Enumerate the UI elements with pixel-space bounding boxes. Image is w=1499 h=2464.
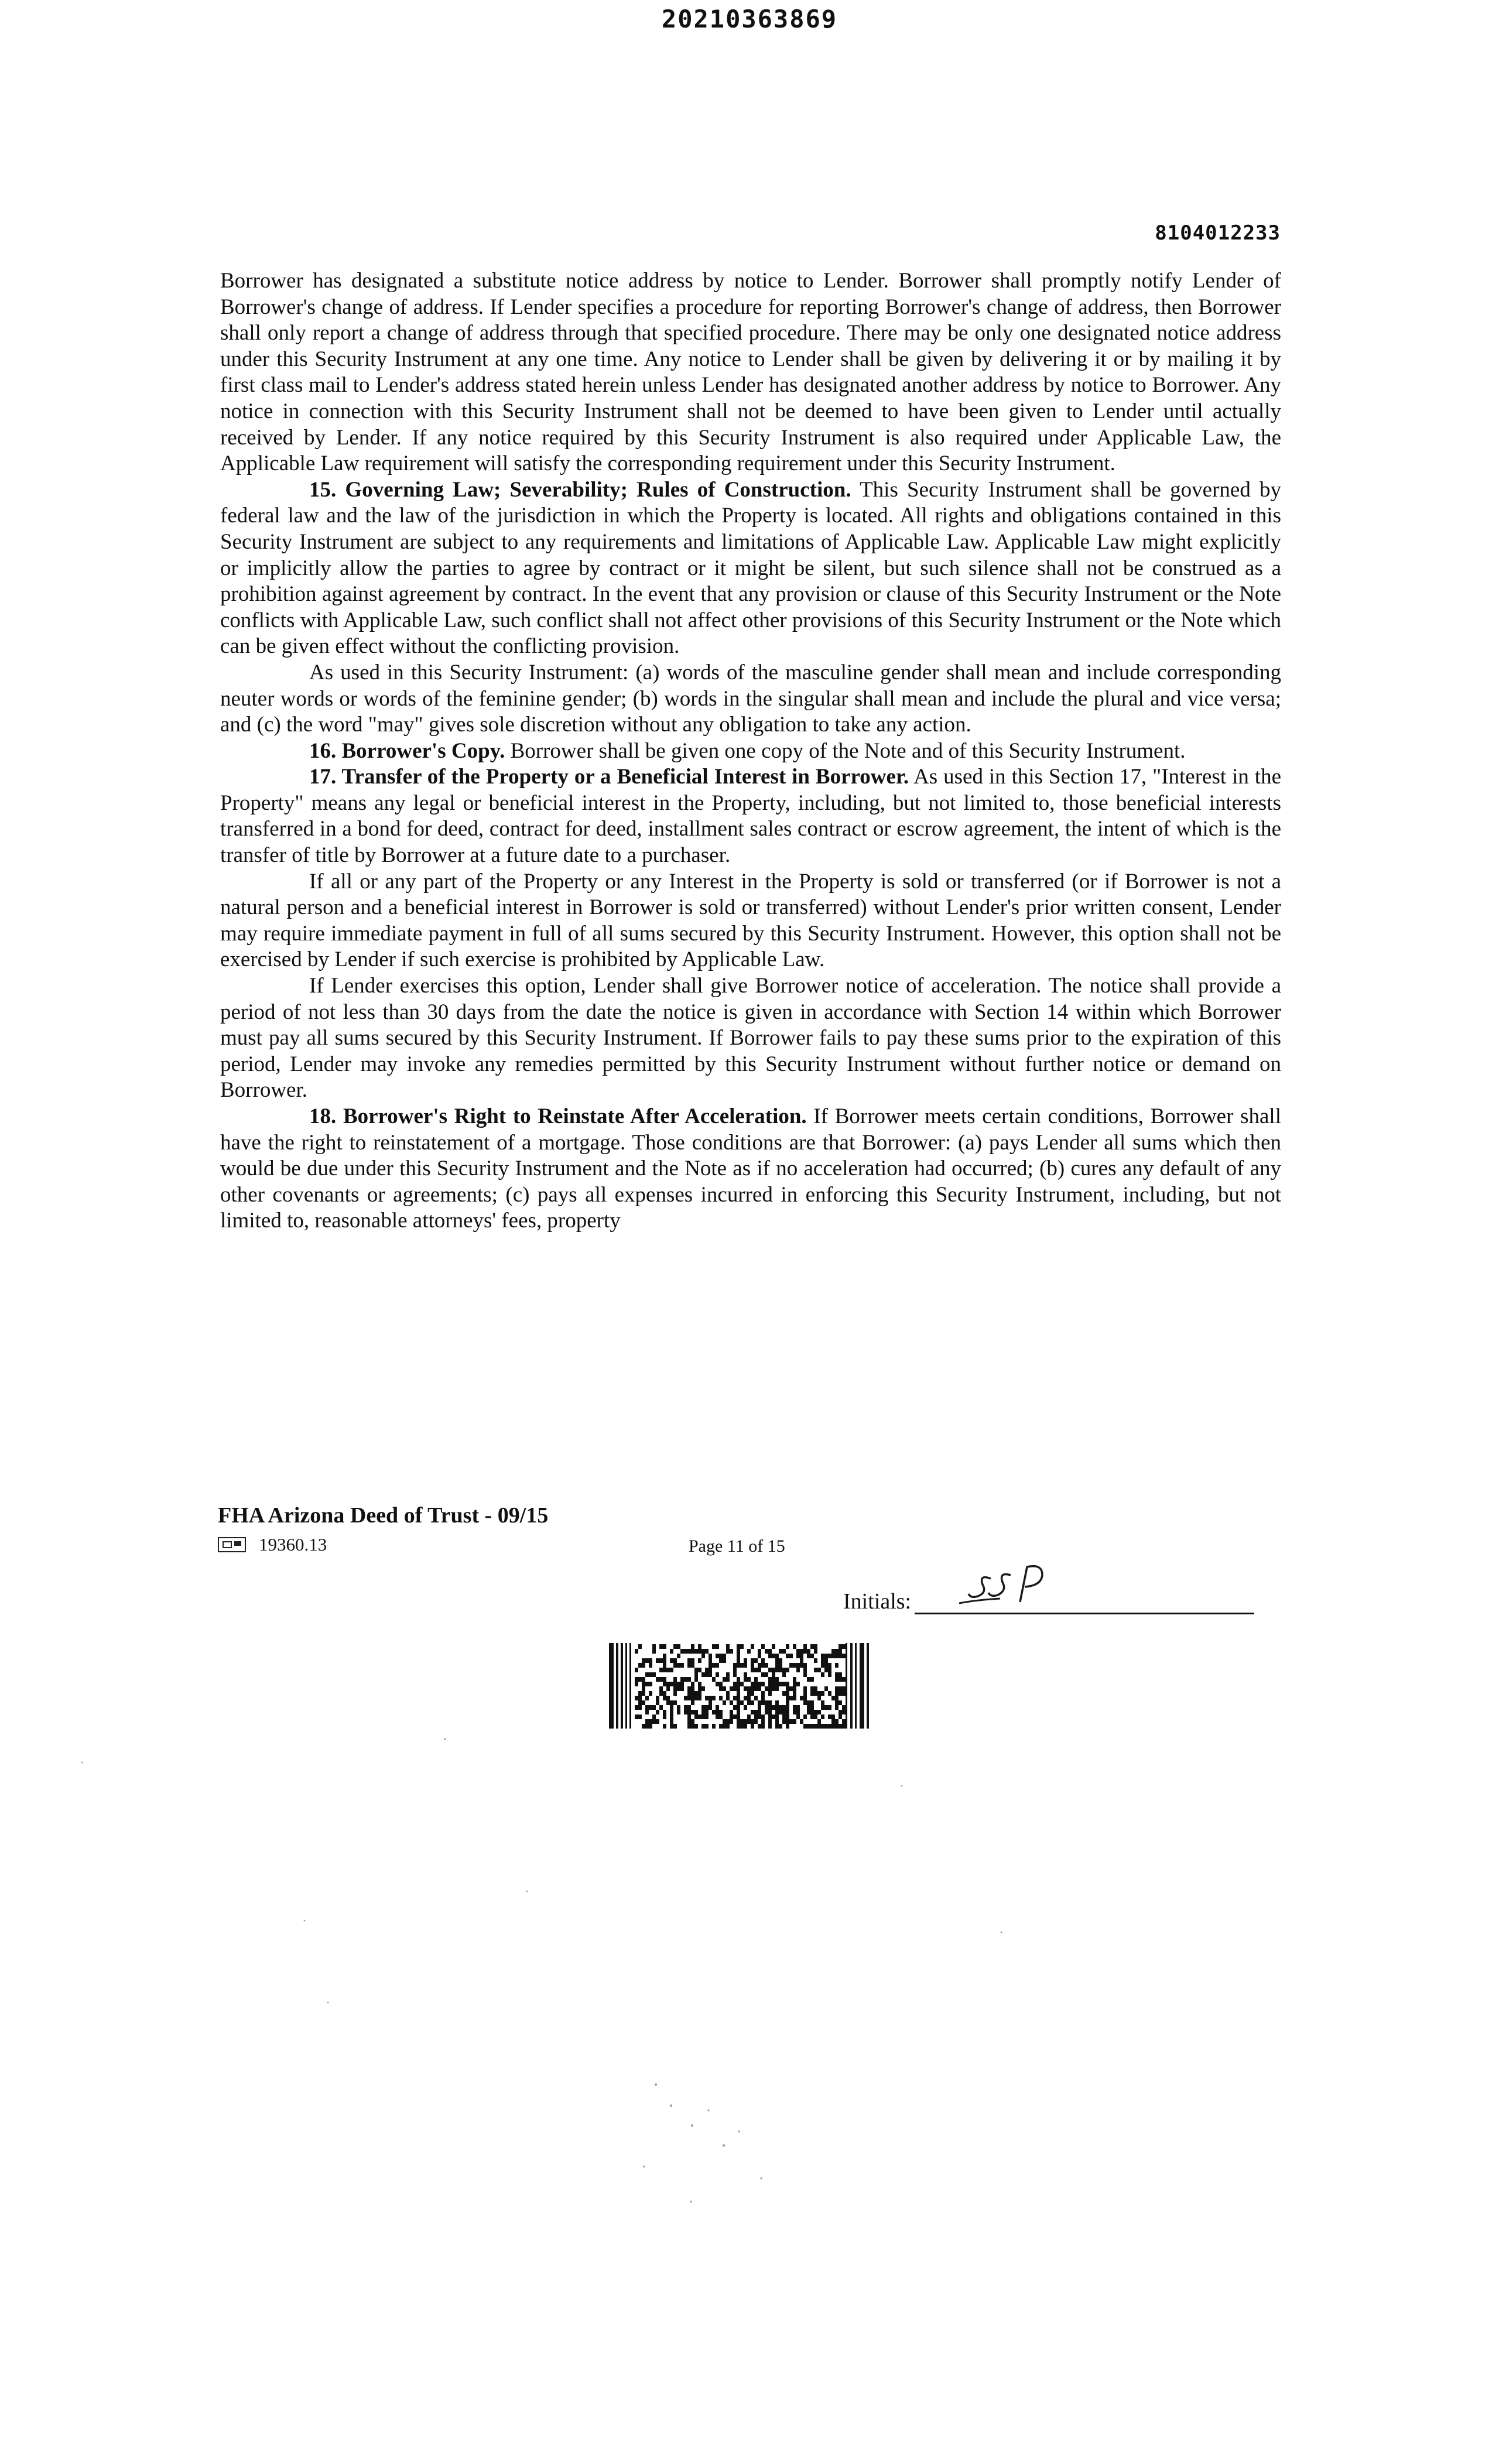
section-17-text: As used in this Section 17, "Interest in the Property" means any legal or beneficial interest in the Property, including, but not limited to, those beneficial interests transferred in a bond for deed, contract for deed, installment sales contract or escrow agreement, the intent of which is the transfer of title by Borrower at a future date to a purchaser.	[220, 765, 1281, 868]
section-17-paragraph-2: If all or any part of the Property or any Interest in the Property is sold or transferred (or if Borrower is not a natural person and a beneficial interest in Borrower is sold or transferred) without Lender's prior written consent, Lender may require immediate payment in full of all sums secured by this Security Instrument. However, this option shall not be exercised by Lender if such exercise is prohibited by Applicable Law.	[220, 869, 1281, 972]
form-id	[218, 1534, 327, 1555]
section-16-text: Borrower shall be given one copy of the Note and of this Security Instrument.	[505, 738, 1186, 763]
section-18-text: If Borrower meets certain conditions, Borrower shall have the right to reinstatement of a mortgage. Those conditions are that Borrower: (a) pays Lender all sums which then would be due under this Security Instrument and the Note as if no acceleration had occurred; (b) cures any default of any other covenants or agreements; (c) pays all expenses incurred in enforcing this Security Instrument, including, but not limited to, reasonable attorneys' fees, property	[220, 1104, 1281, 1233]
form-number: 19360.13	[259, 1534, 327, 1555]
document-body	[220, 268, 1281, 1234]
section-16	[220, 738, 1281, 765]
section-18-heading: 18. Borrower's Right to Reinstate After Acceleration.	[309, 1104, 807, 1128]
section-18	[220, 1104, 1281, 1234]
document-barcode	[609, 1643, 870, 1729]
section-17	[220, 764, 1281, 868]
section-15	[220, 477, 1281, 660]
form-logo-icon	[218, 1537, 246, 1552]
page-number: Page 11 of 15	[689, 1536, 785, 1556]
section-15-paragraph-2: As used in this Security Instrument: (a) words of the masculine gender shall mean and include corresponding neuter words or words of the feminine gender; (b) words in the singular shall mean and include the plural and vice versa; and (c) the word "may" gives sole discretion without any obligation to take any action.	[220, 660, 1281, 737]
section-17-paragraph-3: If Lender exercises this option, Lender shall give Borrower notice of acceleration. The notice shall provide a period of not less than 30 days from the date the notice is given in accordance with Section 14 within which Borrower must pay all sums secured by this Security Instrument. If Borrower fails to pay these sums prior to the expiration of this period, Lender may invoke any remedies permitted by this Security Instrument without further notice or demand on Borrower.	[220, 974, 1281, 1103]
initials-block	[843, 1587, 1254, 1614]
recording-number: 20210363869	[661, 5, 838, 33]
paragraph-notice-continued: Borrower has designated a substitute notice address by notice to Lender. Borrower shall promptly notify Lender of Borrower's change of address. If Lender specifies a procedure for reporting Borrower's change of address, then Borrower shall only report a change of address through that specified procedure. There may be only one designated notice address under this Security Instrument at any one time. Any notice to Lender shall be given by delivering it or by mailing it by first class mail to Lender's address stated herein unless Lender has designated another address by notice to Borrower. Any notice in connection with this Security Instrument shall not be deemed to have been given to Lender until actually received by Lender. If any notice required by this Security Instrument is also required under Applicable Law, the Applicable Law requirement will satisfy the corresponding requirement under this Security Instrument.	[220, 269, 1281, 476]
initials-line	[915, 1587, 1254, 1614]
section-15-text: This Security Instrument shall be governed by federal law and the law of the jurisdiction in which the Property is located. All rights and obligations contained in this Security Instrument are subject to any requirements and limitations of Applicable Law. Applicable Law might explicitly or implicitly allow the parties to agree by contract or it might be silent, but such silence shall not be construed as a prohibition against agreement by contract. In the event that any provision or clause of this Security Instrument or the Note conflicts with Applicable Law, such conflict shall not affect other provisions of this Security Instrument or the Note which can be given effect without the conflicting provision.	[220, 477, 1281, 659]
form-title: FHA Arizona Deed of Trust - 09/15	[218, 1503, 549, 1528]
loan-number: 8104012233	[1155, 221, 1281, 245]
section-17-heading: 17. Transfer of the Property or a Beneficial Interest in Borrower.	[309, 765, 909, 789]
section-15-heading: 15. Governing Law; Severability; Rules of Construction.	[309, 477, 851, 502]
initials-signature	[954, 1561, 1072, 1610]
section-16-heading: 16. Borrower's Copy.	[309, 738, 505, 763]
initials-label: Initials:	[843, 1589, 912, 1614]
